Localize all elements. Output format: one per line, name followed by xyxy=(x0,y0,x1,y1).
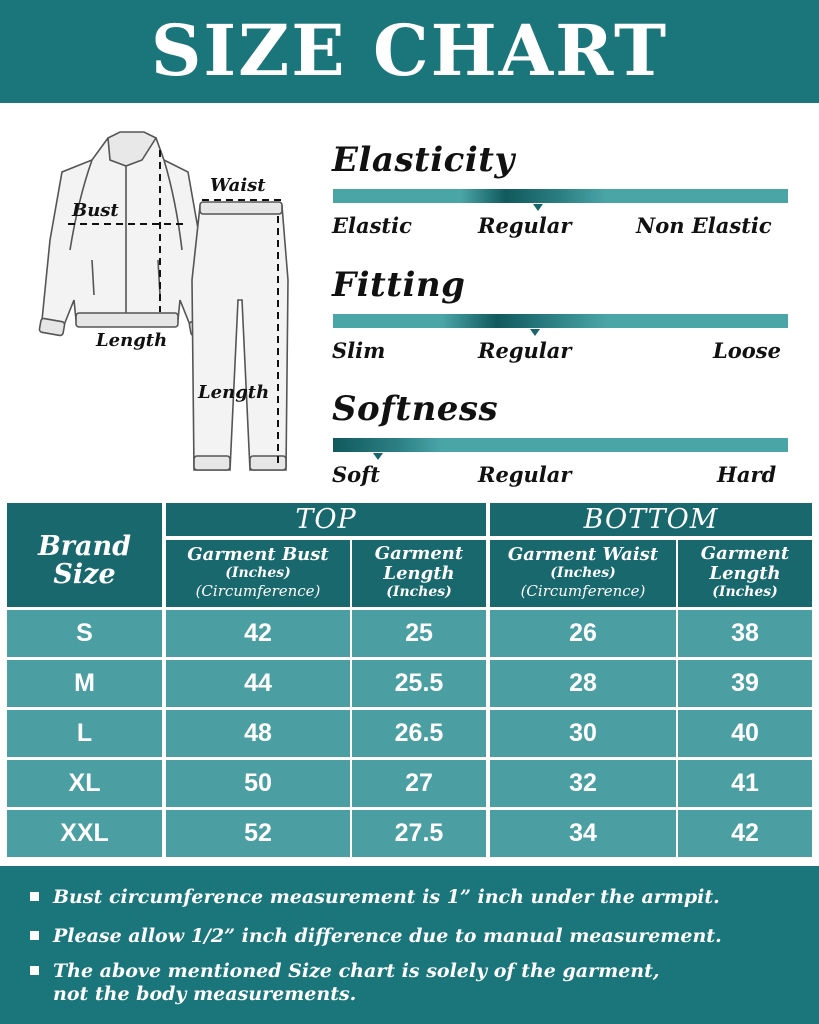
scale-label-left: Soft xyxy=(332,462,380,487)
page-title: SIZE CHART xyxy=(150,9,669,92)
scale-marker-icon xyxy=(373,453,383,460)
group-header-top: TOP xyxy=(166,503,486,536)
bottom-length-label: Length xyxy=(198,382,270,403)
value-cell: 26.5 xyxy=(352,710,486,757)
value-cell: 28 xyxy=(490,660,676,707)
note-text: The above mentioned Size chart is solely of the garment, xyxy=(53,960,660,982)
col-header-line1: Garment xyxy=(374,543,464,564)
waist-label: Waist xyxy=(210,175,266,196)
scale-label-left: Slim xyxy=(332,338,386,363)
scale-bar xyxy=(333,189,788,203)
note-item-continued xyxy=(53,982,356,1006)
col-header-line3: (Inches) xyxy=(712,584,778,600)
size-cell: XL xyxy=(7,760,162,807)
size-cell: M xyxy=(7,660,162,707)
scale-marker-icon xyxy=(530,329,540,336)
col-header-line2: (Inches) xyxy=(225,565,291,581)
value-cell: 26 xyxy=(490,610,676,657)
brand-size-line2: Size xyxy=(53,559,116,590)
col-header-line2: (Inches) xyxy=(550,565,616,581)
brand-size-line1: Brand xyxy=(37,531,132,562)
value-cell: 41 xyxy=(678,760,812,807)
value-cell: 27 xyxy=(352,760,486,807)
col-header-top-length xyxy=(352,540,486,607)
garment-illustration xyxy=(30,120,300,490)
brand-size-header xyxy=(7,503,162,607)
value-cell: 38 xyxy=(678,610,812,657)
col-header-line3: (Circumference) xyxy=(520,582,646,600)
scale-label-right: Non Elastic xyxy=(636,213,772,238)
size-cell: S xyxy=(7,610,162,657)
scale-label-mid: Regular xyxy=(478,338,572,363)
scale-label-right: Hard xyxy=(717,462,777,487)
value-cell: 25 xyxy=(352,610,486,657)
size-cell: XXL xyxy=(7,810,162,857)
col-header-waist xyxy=(490,540,676,607)
scale-label-mid: Regular xyxy=(478,462,572,487)
bullet-icon xyxy=(30,892,39,901)
value-cell: 50 xyxy=(166,760,350,807)
value-cell: 48 xyxy=(166,710,350,757)
scale-label-mid: Regular xyxy=(478,213,572,238)
value-cell: 42 xyxy=(166,610,350,657)
value-cell: 32 xyxy=(490,760,676,807)
value-cell: 34 xyxy=(490,810,676,857)
note-item xyxy=(30,959,660,983)
scale-bar xyxy=(333,314,788,328)
note-text: Please allow 1/2” inch difference due to manual measurement. xyxy=(53,925,722,947)
value-cell: 42 xyxy=(678,810,812,857)
note-text: not the body measurements. xyxy=(53,983,357,1005)
note-item xyxy=(30,885,720,909)
value-cell: 27.5 xyxy=(352,810,486,857)
scale-title: Softness xyxy=(332,389,499,429)
scale-title: Elasticity xyxy=(332,140,515,180)
bullet-icon xyxy=(30,931,39,940)
col-header-line1: Garment Waist xyxy=(507,544,659,565)
value-cell: 52 xyxy=(166,810,350,857)
value-cell: 39 xyxy=(678,660,812,707)
col-header-line3: (Circumference) xyxy=(195,582,321,600)
scale-marker-icon xyxy=(533,204,543,211)
value-cell: 40 xyxy=(678,710,812,757)
top-length-label: Length xyxy=(96,330,168,351)
value-cell: 44 xyxy=(166,660,350,707)
col-header-bottom-length xyxy=(678,540,812,607)
col-header-line1: Garment xyxy=(700,543,790,564)
header-banner xyxy=(0,0,819,103)
scale-label-right: Loose xyxy=(713,338,781,363)
value-cell: 30 xyxy=(490,710,676,757)
note-text: Bust circumference measurement is 1” inch under the armpit. xyxy=(53,886,720,908)
scale-label-left: Elastic xyxy=(332,213,412,238)
col-header-line2: Length xyxy=(709,563,781,584)
value-cell: 25.5 xyxy=(352,660,486,707)
col-header-line1: Garment Bust xyxy=(187,544,329,565)
col-header-line3: (Inches) xyxy=(386,584,452,600)
note-item xyxy=(30,924,722,948)
col-header-bust xyxy=(166,540,350,607)
scale-bar xyxy=(333,438,788,452)
size-cell: L xyxy=(7,710,162,757)
bust-label: Bust xyxy=(72,200,119,221)
scale-title: Fitting xyxy=(332,265,466,305)
col-header-line2: Length xyxy=(383,563,455,584)
notes-panel xyxy=(0,866,819,1024)
bullet-icon xyxy=(30,966,39,975)
size-table xyxy=(7,503,812,859)
group-header-bottom: BOTTOM xyxy=(490,503,812,536)
